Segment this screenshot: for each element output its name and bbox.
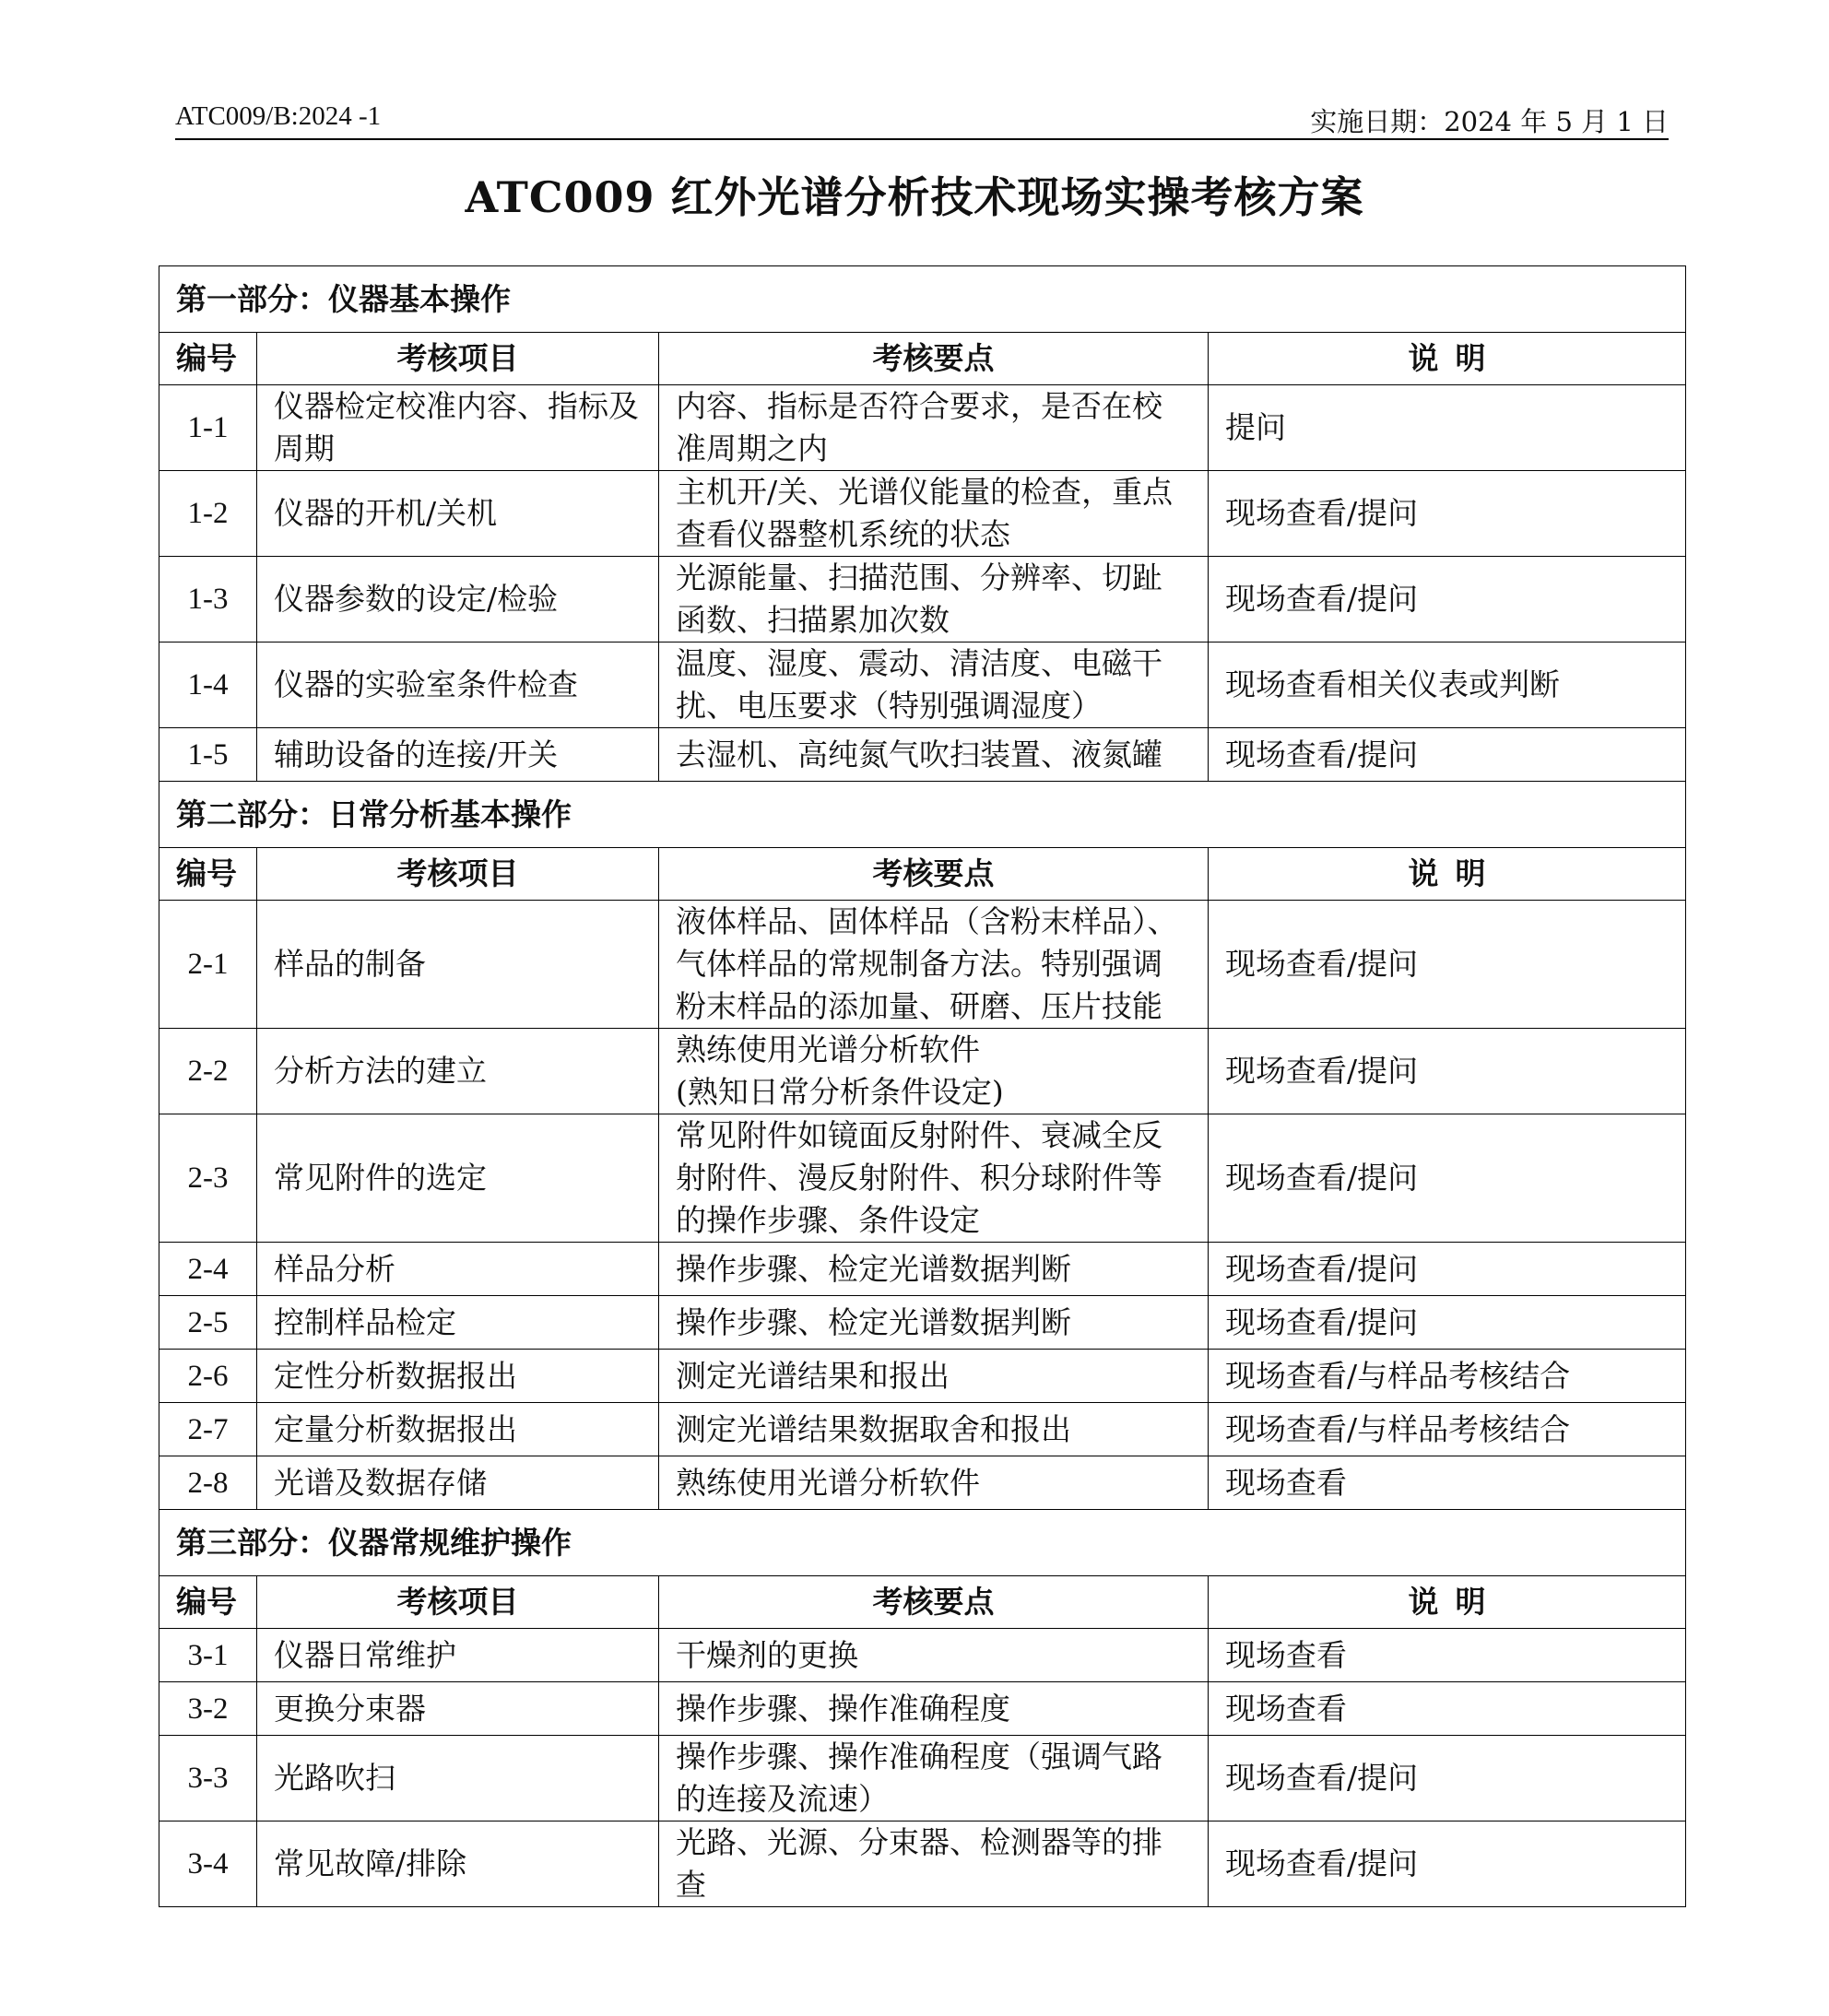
row-id: 2-3 bbox=[159, 1114, 257, 1243]
row-points: 温度、湿度、震动、清洁度、电磁干扰、电压要求（特别强调湿度） bbox=[659, 643, 1209, 728]
row-points: 光源能量、扫描范围、分辨率、切趾函数、扫描累加次数 bbox=[659, 557, 1209, 643]
row-points-line: 熟练使用光谱分析软件 bbox=[676, 1032, 980, 1067]
table-row bbox=[159, 1029, 1686, 1114]
row-item: 仪器参数的设定/检验 bbox=[257, 557, 659, 643]
row-note: 现场查看/提问 bbox=[1209, 1296, 1686, 1350]
row-note: 现场查看/提问 bbox=[1209, 1243, 1686, 1296]
table-row bbox=[159, 557, 1686, 643]
row-id: 1-3 bbox=[159, 557, 257, 643]
row-points: 操作步骤、检定光谱数据判断 bbox=[659, 1243, 1209, 1296]
row-points: 主机开/关、光谱仪能量的检查，重点查看仪器整机系统的状态 bbox=[659, 471, 1209, 557]
row-points-line: (熟知日常分析条件设定) bbox=[676, 1074, 1004, 1110]
row-points: 去湿机、高纯氮气吹扫装置、液氮罐 bbox=[659, 728, 1209, 782]
row-item: 仪器的实验室条件检查 bbox=[257, 643, 659, 728]
table-row bbox=[159, 643, 1686, 728]
row-item: 常见附件的选定 bbox=[257, 1114, 659, 1243]
table-row bbox=[159, 1736, 1686, 1821]
row-note: 现场查看/与样品考核结合 bbox=[1209, 1350, 1686, 1403]
row-points: 熟练使用光谱分析软件 bbox=[659, 1456, 1209, 1510]
column-header-points: 考核要点 bbox=[659, 333, 1209, 385]
row-item: 样品的制备 bbox=[257, 901, 659, 1029]
row-item: 样品分析 bbox=[257, 1243, 659, 1296]
row-item: 仪器检定校准内容、指标及周期 bbox=[257, 385, 659, 471]
column-header-points: 考核要点 bbox=[659, 1576, 1209, 1629]
row-id: 2-2 bbox=[159, 1029, 257, 1114]
row-note: 提问 bbox=[1209, 385, 1686, 471]
row-item: 仪器日常维护 bbox=[257, 1629, 659, 1682]
column-header-id: 编号 bbox=[159, 333, 257, 385]
page-title: ATC009 红外光谱分析技术现场实操考核方案 bbox=[465, 172, 1364, 222]
row-item: 仪器的开机/关机 bbox=[257, 471, 659, 557]
row-item: 光谱及数据存储 bbox=[257, 1456, 659, 1510]
column-header-id: 编号 bbox=[159, 848, 257, 901]
row-note: 现场查看/提问 bbox=[1209, 1821, 1686, 1907]
table-row bbox=[159, 385, 1686, 471]
row-points: 内容、指标是否符合要求，是否在校准周期之内 bbox=[659, 385, 1209, 471]
row-item: 更换分束器 bbox=[257, 1682, 659, 1736]
table-row bbox=[159, 1682, 1686, 1736]
column-header-item: 考核项目 bbox=[257, 848, 659, 901]
row-id: 1-5 bbox=[159, 728, 257, 782]
row-id: 1-4 bbox=[159, 643, 257, 728]
row-points: 操作步骤、检定光谱数据判断 bbox=[659, 1296, 1209, 1350]
row-id: 3-3 bbox=[159, 1736, 257, 1821]
section-title: 第二部分：日常分析基本操作 bbox=[159, 782, 1686, 848]
row-note: 现场查看/提问 bbox=[1209, 471, 1686, 557]
row-id: 2-1 bbox=[159, 901, 257, 1029]
row-points: 常见附件如镜面反射附件、衰减全反射附件、漫反射附件、积分球附件等的操作步骤、条件设定 bbox=[659, 1114, 1209, 1243]
section-title: 第三部分：仪器常规维护操作 bbox=[159, 1510, 1686, 1576]
row-note: 现场查看/与样品考核结合 bbox=[1209, 1403, 1686, 1456]
table-row bbox=[159, 1243, 1686, 1296]
row-note: 现场查看/提问 bbox=[1209, 557, 1686, 643]
row-note: 现场查看 bbox=[1209, 1682, 1686, 1736]
row-note: 现场查看/提问 bbox=[1209, 728, 1686, 782]
row-item: 定性分析数据报出 bbox=[257, 1350, 659, 1403]
row-note: 现场查看 bbox=[1209, 1629, 1686, 1682]
row-note: 现场查看/提问 bbox=[1209, 1736, 1686, 1821]
row-id: 2-4 bbox=[159, 1243, 257, 1296]
table-row bbox=[159, 1350, 1686, 1403]
row-item: 辅助设备的连接/开关 bbox=[257, 728, 659, 782]
table-row bbox=[159, 1403, 1686, 1456]
row-id: 1-2 bbox=[159, 471, 257, 557]
row-id: 3-2 bbox=[159, 1682, 257, 1736]
row-id: 3-4 bbox=[159, 1821, 257, 1907]
document-code: ATC009/B:2024 -1 bbox=[175, 101, 382, 131]
row-id: 2-8 bbox=[159, 1456, 257, 1510]
row-item: 定量分析数据报出 bbox=[257, 1403, 659, 1456]
row-points: 操作步骤、操作准确程度（强调气路的连接及流速） bbox=[659, 1736, 1209, 1821]
row-points: 干燥剂的更换 bbox=[659, 1629, 1209, 1682]
column-header-id: 编号 bbox=[159, 1576, 257, 1629]
table-row bbox=[159, 1456, 1686, 1510]
table-row bbox=[159, 1296, 1686, 1350]
row-points: 测定光谱结果数据取舍和报出 bbox=[659, 1403, 1209, 1456]
row-item: 分析方法的建立 bbox=[257, 1029, 659, 1114]
row-points: 测定光谱结果和报出 bbox=[659, 1350, 1209, 1403]
table-row bbox=[159, 728, 1686, 782]
row-points: 光路、光源、分束器、检测器等的排查 bbox=[659, 1821, 1209, 1907]
table-row bbox=[159, 901, 1686, 1029]
column-header-item: 考核项目 bbox=[257, 1576, 659, 1629]
column-header-item: 考核项目 bbox=[257, 333, 659, 385]
row-note: 现场查看 bbox=[1209, 1456, 1686, 1510]
row-note: 现场查看/提问 bbox=[1209, 1114, 1686, 1243]
row-points: 操作步骤、操作准确程度 bbox=[659, 1682, 1209, 1736]
table-row bbox=[159, 1821, 1686, 1907]
effective-date: 实施日期：2024 年 5 月 1 日 bbox=[1310, 106, 1669, 137]
row-id: 2-5 bbox=[159, 1296, 257, 1350]
row-item: 控制样品检定 bbox=[257, 1296, 659, 1350]
document-header bbox=[175, 101, 1669, 140]
table-header-row bbox=[159, 1576, 1686, 1629]
row-note: 现场查看/提问 bbox=[1209, 1029, 1686, 1114]
row-item: 常见故障/排除 bbox=[257, 1821, 659, 1907]
row-points: 液体样品、固体样品（含粉末样品）、气体样品的常规制备方法。特别强调粉末样品的添加量、研磨、压片技能 bbox=[659, 901, 1209, 1029]
table-header-row bbox=[159, 333, 1686, 385]
section-title: 第一部分：仪器基本操作 bbox=[159, 266, 1686, 333]
table-row bbox=[159, 1114, 1686, 1243]
row-id: 2-7 bbox=[159, 1403, 257, 1456]
column-header-note: 说明 bbox=[1209, 1576, 1686, 1629]
table-header-row bbox=[159, 848, 1686, 901]
column-header-note: 说明 bbox=[1209, 848, 1686, 901]
table-row bbox=[159, 1629, 1686, 1682]
row-note: 现场查看/提问 bbox=[1209, 901, 1686, 1029]
row-points bbox=[659, 1029, 1209, 1114]
column-header-points: 考核要点 bbox=[659, 848, 1209, 901]
assessment-table bbox=[159, 265, 1686, 1907]
row-note: 现场查看相关仪表或判断 bbox=[1209, 643, 1686, 728]
row-item: 光路吹扫 bbox=[257, 1736, 659, 1821]
table-row bbox=[159, 471, 1686, 557]
row-id: 3-1 bbox=[159, 1629, 257, 1682]
row-id: 1-1 bbox=[159, 385, 257, 471]
row-id: 2-6 bbox=[159, 1350, 257, 1403]
column-header-note: 说明 bbox=[1209, 333, 1686, 385]
